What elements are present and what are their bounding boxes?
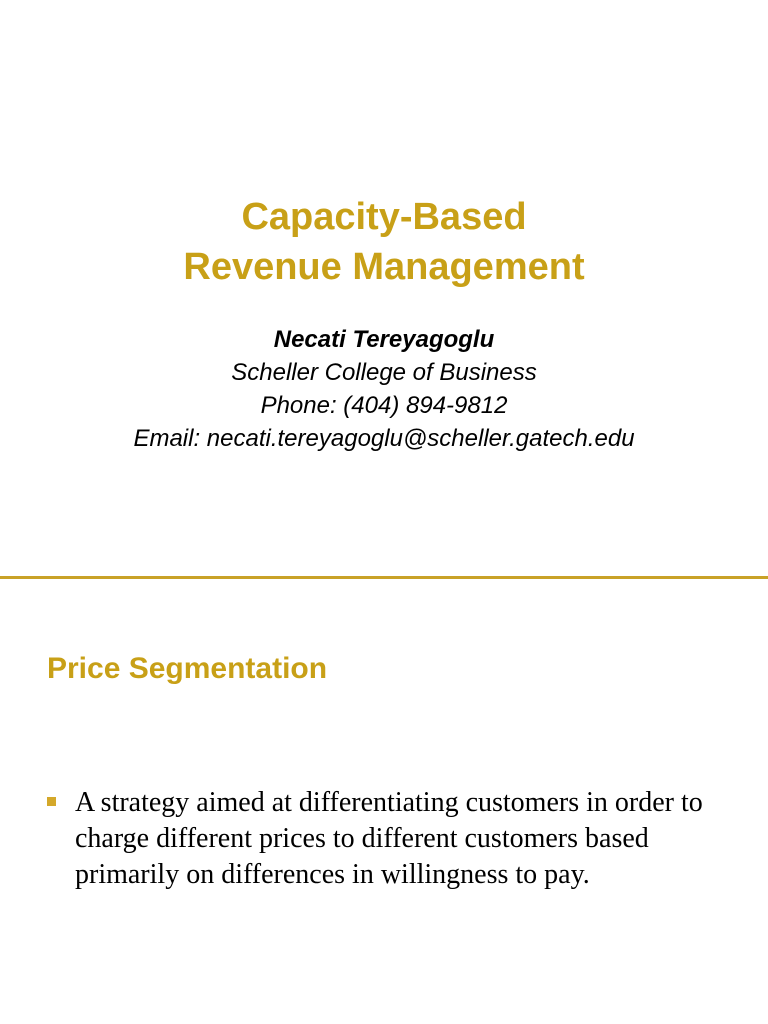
author-email: Email: necati.tereyagoglu@scheller.gatech.edu bbox=[133, 425, 635, 452]
content-slide bbox=[0, 579, 768, 1024]
author-phone: Phone: (404) 894-9812 bbox=[260, 392, 508, 419]
slide-title bbox=[0, 192, 768, 292]
slide-title-line-2: Revenue Management bbox=[183, 246, 585, 288]
author-name: Necati Tereyagoglu bbox=[273, 326, 495, 353]
author-info bbox=[0, 323, 768, 455]
bullet-list bbox=[47, 785, 737, 893]
bullet-text: A strategy aimed at differentiating customers in order to charge different prices to different customers based primarily on differences in willingness to pay. bbox=[75, 787, 703, 890]
author-affiliation: Scheller College of Business bbox=[231, 359, 537, 386]
bullet-item bbox=[47, 785, 737, 893]
section-title: Price Segmentation bbox=[47, 652, 328, 685]
slide-title-line-1: Capacity-Based bbox=[241, 196, 527, 238]
square-bullet-icon bbox=[47, 797, 56, 806]
